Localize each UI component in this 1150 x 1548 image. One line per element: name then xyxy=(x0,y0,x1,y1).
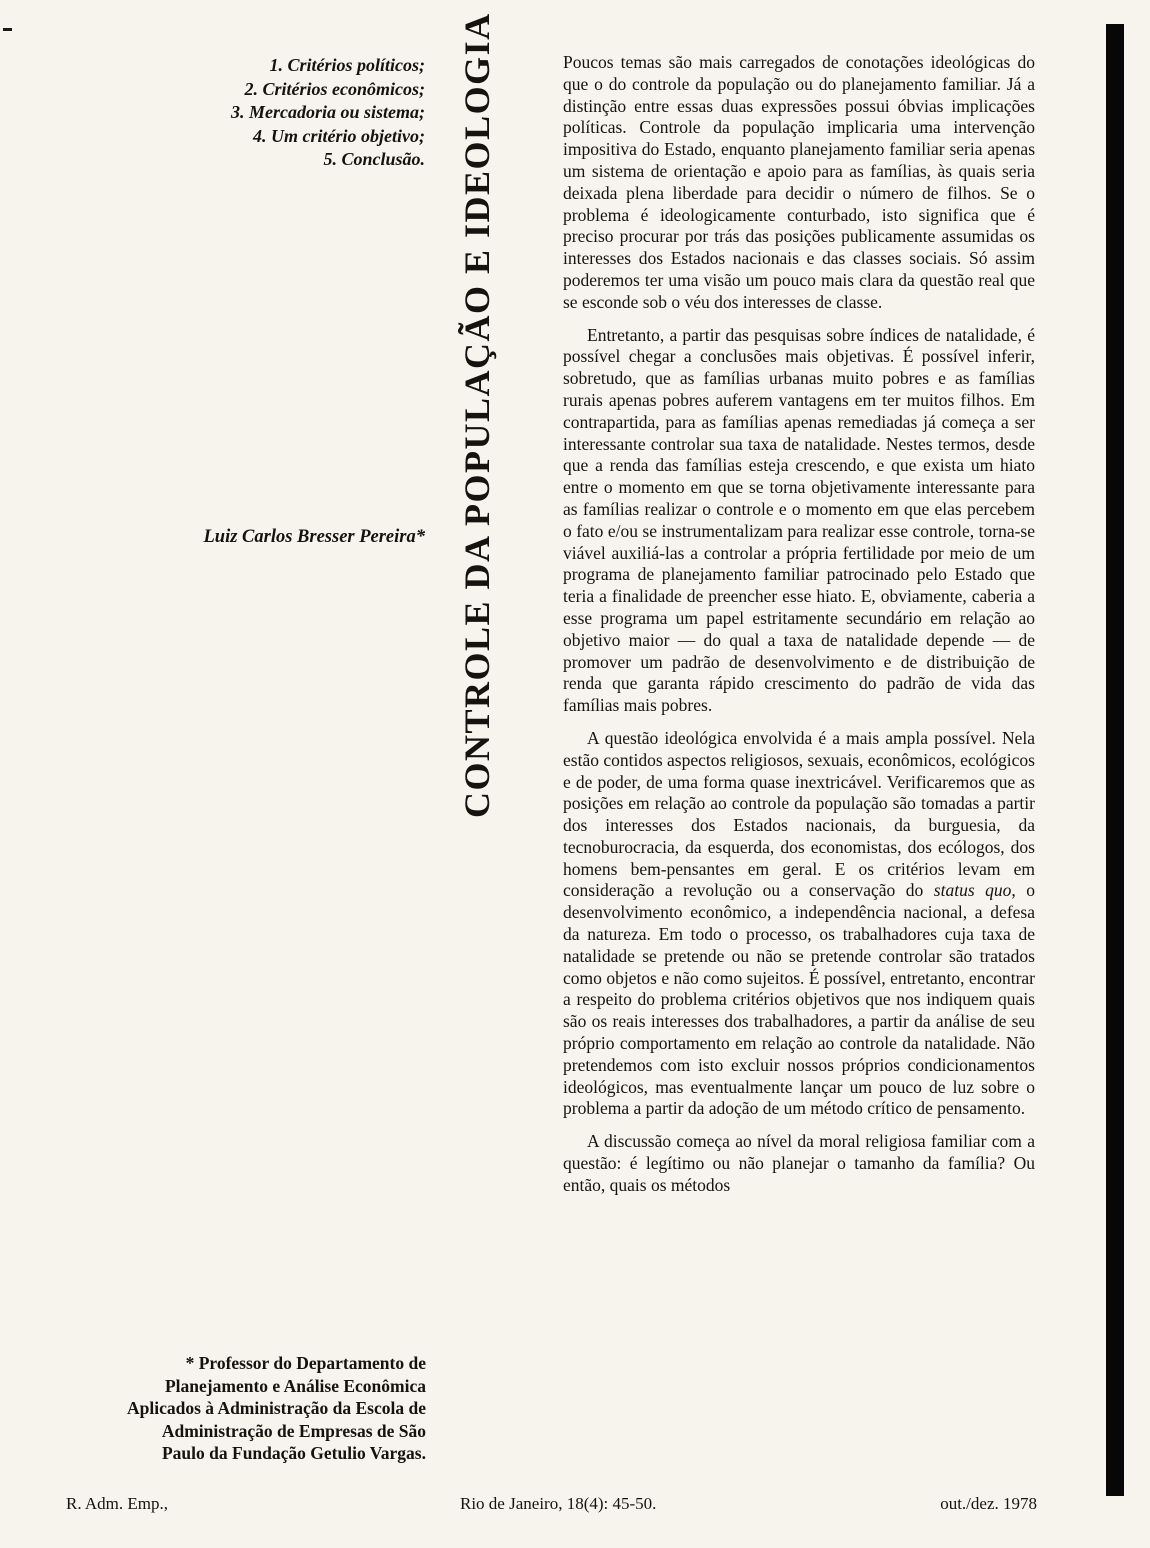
text-segment: , o desenvolvimento econômico, a independência nacional, a defesa da natureza. Em todo o processo, os trabalhadores cuja taxa de natalidade se pretende ou não se pretende controlar são tratados como objetos e não como sujeitos. É possível, entretanto, encontrar a respeito do problema critérios objetivos que nos indiquem quais são os reais interesses dos trabalhadores, a partir da análise de seu próprio comportamento em relação ao controle da natalidade. Não pretendemos com isto excluir nossos próprios condicionamentos ideológicos, mas eventualmente lançar um pouco de luz sobre o problema a partir da adoção de um método crítico de pensamento. xyxy=(563,880,1035,1119)
journal-footer xyxy=(66,1494,1037,1514)
footnote-line: Aplicados à Administração da Escola de xyxy=(127,1398,426,1418)
body-paragraph xyxy=(563,52,1035,314)
text-segment: A questão ideológica envolvida é a mais ampla possível. Nela estão contidos aspectos religiosos, sexuais, econômicos, ecológicos e de poder, de uma forma quase inextricável. Verificaremos que as posições em relação ao controle da população são tomadas a partir dos interesses dos Estados nacionais, da burguesia, da tecnoburocracia, da esquerda, dos economistas, dos ecólogos, dos homens bem-pensantes em geral. E os critérios levam em consideração a revolução ou a conservação do xyxy=(563,727,1035,901)
author-footnote xyxy=(62,1352,426,1465)
body-paragraph xyxy=(563,728,1035,1120)
text-segment: Entretanto, a partir das pesquisas sobre índices de natalidade, é possível chegar a conclusões mais objetivas. É possível inferir, sobretudo, que as famílias urbanas muito pobres e as famílias rurais apenas pobres auferem vantagens em ter muitos filhos. Em contrapartida, para as famílias apenas remediadas já começa a ser interessante controlar sua taxa de natalidade. Nestes termos, desde que a renda das famílias esteja crescendo, e que exista um hiato entre o momento em que se torna objetivamente interessante para as famílias realizar o controle e o momento em que elas percebem o fato e/ou se instrumentalizam para realizar esse controle, torna-se viável auxiliá-las a controlar a própria fertilidade por meio de um programa de planejamento familiar patrocinado pelo Estado que teria a finalidade de preencher esse hiato. E, obviamente, caberia a esse programa um papel estritamente secundário em relação ao objetivo maior — do qual a taxa de natalidade depende — de promover um padrão de desenvolvimento e de distribuição de renda que garanta rápido crescimento do padrão de vida das famílias mais pobres. xyxy=(563,324,1035,716)
outline-item: 3. Mercadoria ou sistema; xyxy=(230,102,425,122)
footer-issue-info: Rio de Janeiro, 18(4): 45-50. xyxy=(460,1494,657,1513)
scan-artifact-mark xyxy=(3,28,12,31)
outline-item: 4. Um critério objetivo; xyxy=(253,125,425,146)
article-body xyxy=(563,52,1035,1197)
footnote-line: Planejamento e Análise Econômica xyxy=(164,1375,426,1396)
outline-list xyxy=(145,54,425,172)
text-segment: Poucos temas são mais carregados de conotações ideológicas do que o do controle da população ou do planejamento familiar. Já a distinção entre essas duas expressões possui óbvias implicações políticas. Controle da população implicaria uma intervenção impositiva do Estado, enquanto planejamento familiar seria apenas um sistema de orientação e apoio para as famílias, às quais seria deixada plena liberdade para decidir o número de filhos. Se o problema é ideologicamente conturbado, isto significa que é preciso procurar por trás das posições publicamente assumidas os interesses dos Estados nacionais e das classes sociais. Só assim poderemos ter uma visão um pouco mais clara da questão real que se esconde sob o véu dos interesses de classe. xyxy=(563,52,1035,312)
body-paragraph xyxy=(563,1131,1035,1196)
outline-item: 1. Critérios políticos; xyxy=(269,55,425,75)
outline-item: 5. Conclusão. xyxy=(323,149,425,169)
footer-date: out./dez. 1978 xyxy=(940,1494,1037,1513)
text-segment: A discussão começa ao nível da moral religiosa familiar com a questão: é legítimo ou não planejar o tamanho da família? Ou então, quais os métodos xyxy=(563,1131,1035,1195)
outline-item: 2. Critérios econômicos; xyxy=(244,78,425,99)
footnote-line: Paulo da Fundação Getulio Vargas. xyxy=(161,1443,426,1463)
binding-edge-bar xyxy=(1106,24,1124,1496)
footnote-line: * Professor do Departamento de xyxy=(185,1353,426,1373)
footer-journal-abbrev: R. Adm. Emp., xyxy=(66,1494,169,1513)
author-byline: Luiz Carlos Bresser Pereira* xyxy=(203,527,425,547)
footnote-line: Administração de Empresas de São xyxy=(161,1420,426,1441)
body-paragraph xyxy=(563,325,1035,717)
article-title-vertical: CONTROLE DA POPULAÇÃO E IDEOLOGIA xyxy=(457,12,497,818)
italic-phrase: status quo xyxy=(933,880,1012,901)
